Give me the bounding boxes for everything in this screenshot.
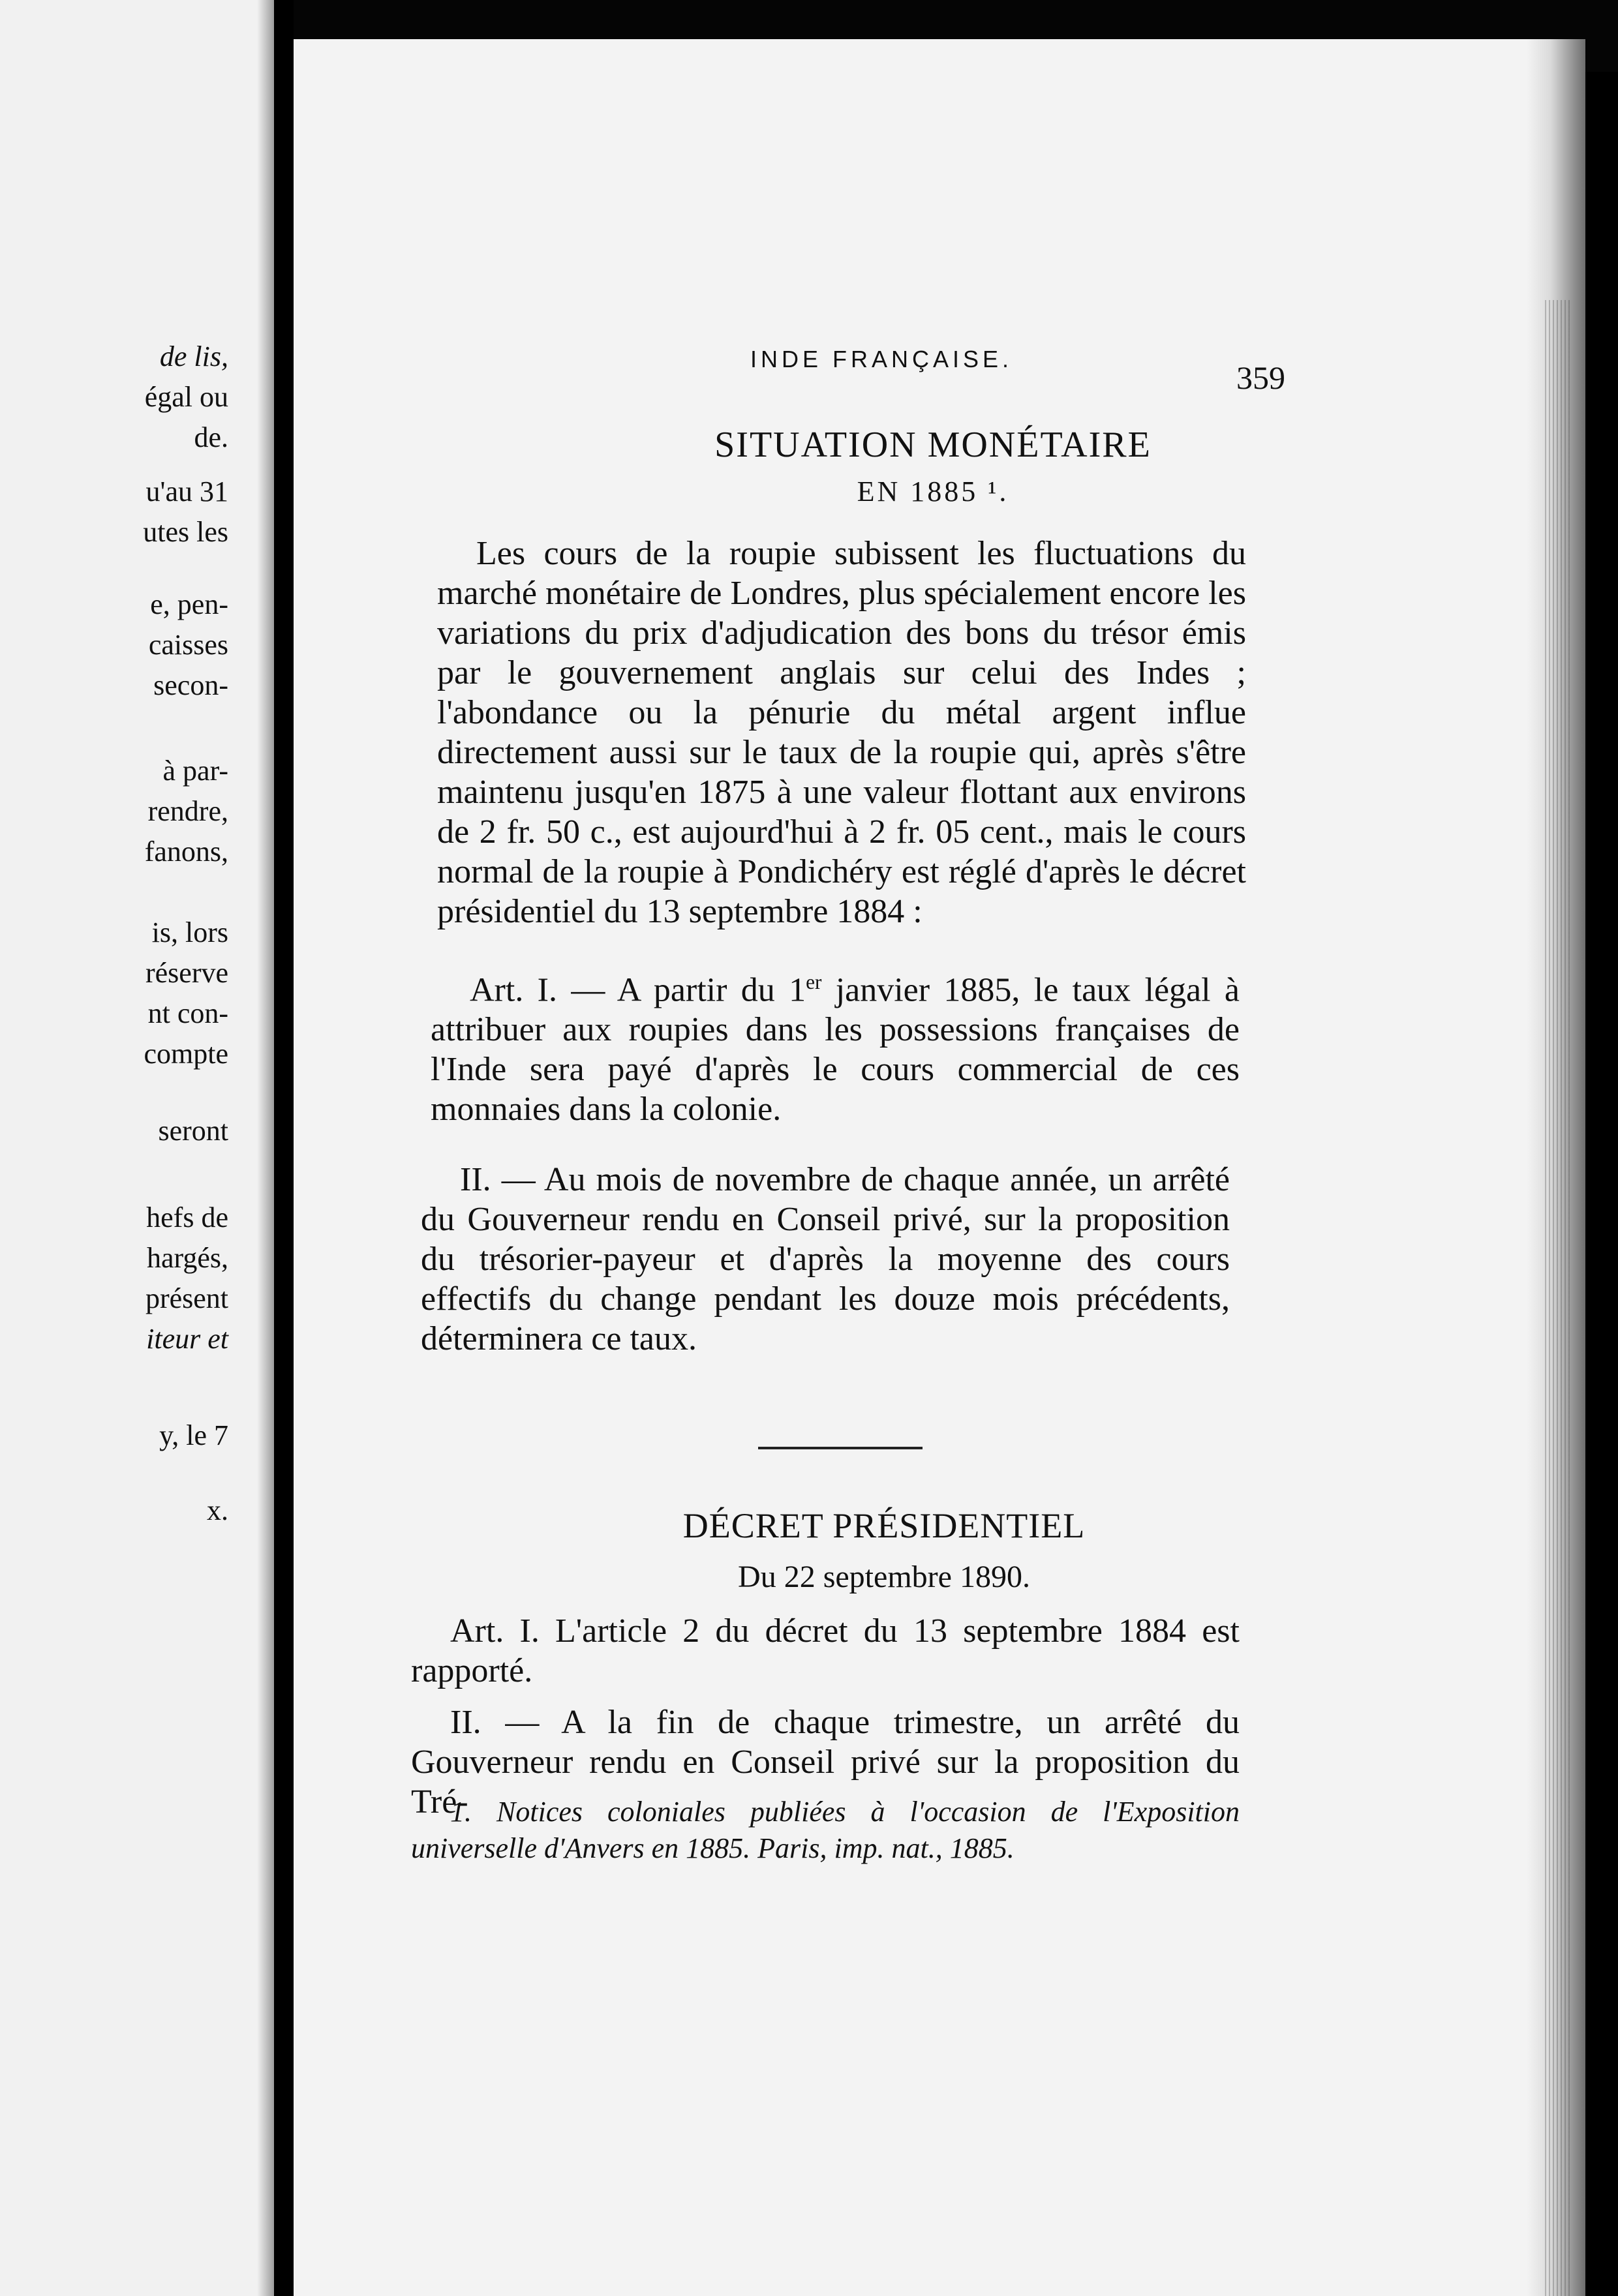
left-page-line: réserve bbox=[145, 957, 228, 989]
left-page-line: égal ou bbox=[144, 381, 228, 413]
decree-title: DÉCRET PRÉSIDENTIEL bbox=[682, 1506, 1086, 1545]
section1-body bbox=[437, 534, 1246, 931]
left-page-line: à par- bbox=[162, 755, 228, 787]
left-page-line: secon- bbox=[153, 669, 228, 701]
left-page-line: x. bbox=[207, 1494, 228, 1526]
footnote-text: 1. Notices coloniales publiées à l'occasion de l'Exposition universelle d'Anvers en 1885. Paris, imp. nat., 1885. bbox=[411, 1796, 1240, 1864]
paragraph: Art. I. L'article 2 du décret du 13 septembre 1884 est rapporté. bbox=[411, 1612, 1240, 1689]
left-page-line: de lis, bbox=[159, 340, 228, 372]
left-page-line: nt con- bbox=[147, 997, 228, 1029]
section-subtitle: EN 1885 ¹. bbox=[857, 476, 1009, 507]
left-page-fragment bbox=[0, 0, 274, 2296]
left-page-line: de. bbox=[194, 421, 228, 453]
page-edge-lines bbox=[1545, 300, 1571, 2296]
left-page-line: hefs de bbox=[146, 1201, 228, 1233]
left-page-line: rendre, bbox=[147, 795, 228, 827]
running-head: INDE FRANÇAISE. bbox=[750, 346, 1013, 372]
paragraph: Art. I. — A partir du 1er janvier 1885, le taux légal à attribuer aux roupies dans les possessions françaises de l'Inde sera payé d'après le cours commercial de ces monnaies dans la colonie. bbox=[431, 971, 1240, 1128]
paragraph: II. — Au mois de novembre de chaque année, un arrêté du Gouverneur rendu en Conseil privé, sur la proposition du trésorier-payeur et d'après la moyenne des cours effectifs du change pendant les douze mois précédents, déterminera ce taux. bbox=[421, 1161, 1230, 1357]
footnote bbox=[411, 1794, 1240, 1867]
left-page-line: fanons, bbox=[144, 836, 228, 868]
left-page-line: iteur et bbox=[146, 1323, 228, 1355]
book-spine bbox=[274, 0, 294, 2296]
article-2 bbox=[421, 1160, 1230, 1359]
section-separator bbox=[758, 1447, 923, 1449]
left-page-line: caisses bbox=[148, 629, 228, 661]
paragraph: Les cours de la roupie subissent les fluctuations du marché monétaire de Londres, plus spécialement encore les variations du prix d'adjudication des bons du trésor émis par le gouvernement anglais sur celui des Indes ; l'abondance ou la pénurie du métal argent influe directement aussi sur le taux de la roupie qui, après s'être maintenu jusqu'en 1875 à une valeur flottant aux environs de 2 fr. 50 c., est aujourd'hui à 2 fr. 05 cent., mais le cours normal de la roupie à Pondichéry est réglé d'après le décret présidentiel du 13 septembre 1884 : bbox=[437, 535, 1246, 930]
gutter-shadow bbox=[257, 0, 274, 2296]
decree-article-1 bbox=[411, 1611, 1240, 1691]
left-page-line: présent bbox=[145, 1282, 228, 1314]
left-page-line: utes les bbox=[143, 516, 228, 548]
left-page-line: u'au 31 bbox=[145, 476, 228, 507]
section-title: SITUATION MONÉTAIRE bbox=[714, 425, 1152, 465]
left-page-line: seront bbox=[158, 1115, 228, 1147]
left-page-line: y, le 7 bbox=[159, 1419, 228, 1451]
page-number: 359 bbox=[1236, 359, 1285, 396]
right-page bbox=[294, 39, 1585, 2296]
left-page-line: hargés, bbox=[146, 1242, 228, 1274]
decree-date: Du 22 septembre 1890. bbox=[738, 1560, 1030, 1594]
left-page-line: is, lors bbox=[151, 916, 228, 948]
article-1 bbox=[431, 962, 1240, 1129]
left-page-line: e, pen- bbox=[150, 588, 228, 620]
paragraph: II. — A la fin de chaque trimestre, un arrêté du Gouverneur rendu en Conseil privé sur la proposition du Tré- bbox=[411, 1704, 1240, 1820]
left-page-line: compte bbox=[144, 1038, 228, 1070]
